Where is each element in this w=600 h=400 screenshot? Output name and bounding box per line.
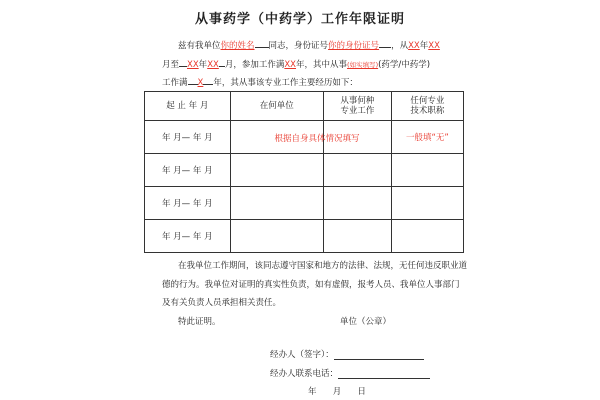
work-mid: 月，参加工作满 bbox=[224, 60, 285, 70]
row-unit[interactable] bbox=[230, 121, 360, 154]
from-year-field[interactable]: XX bbox=[408, 41, 420, 51]
year-char-2: 年 bbox=[198, 60, 208, 70]
handler-signature-line[interactable] bbox=[334, 359, 424, 360]
seal-label: 单位（公章） bbox=[340, 317, 392, 327]
phone-row bbox=[270, 367, 430, 379]
phone-line[interactable] bbox=[338, 378, 430, 379]
row-title[interactable] bbox=[391, 121, 463, 154]
header-title-text: 任何专业 技术职称 bbox=[410, 96, 445, 116]
row-unit[interactable] bbox=[230, 220, 323, 253]
handler-label: 经办人（签字）： bbox=[270, 350, 334, 360]
id-field[interactable]: 你的身份证号 bbox=[328, 41, 380, 51]
row-work[interactable] bbox=[323, 187, 391, 220]
table-row bbox=[145, 154, 464, 187]
phone-label: 经办人联系电话： bbox=[270, 369, 339, 379]
table-header-row bbox=[145, 92, 464, 121]
row-dates[interactable]: 年 月— 年 月 bbox=[145, 187, 231, 220]
field-fill[interactable]: (如实填写) bbox=[347, 61, 379, 69]
statement-line-2: 德的行为。我单位对证明的真实性负责，如有虚假，报考人员、我单位人事部门 bbox=[162, 280, 460, 290]
intro-mid: 同志，身份证号 bbox=[268, 41, 329, 51]
row-dates[interactable]: 年 月— 年 月 bbox=[145, 220, 231, 253]
row-dates[interactable]: 年 月— 年 月 bbox=[145, 121, 231, 154]
experience-table bbox=[144, 91, 464, 253]
field-note: (药学/中药学) bbox=[378, 60, 431, 70]
row-dates[interactable]: 年 月— 年 月 bbox=[145, 154, 231, 187]
row-unit[interactable] bbox=[230, 154, 323, 187]
work-tail: 年，其中从事 bbox=[296, 60, 348, 70]
month-prefix: 月至 bbox=[162, 60, 180, 70]
year-char: 年 bbox=[419, 41, 429, 51]
name-field[interactable]: 你的姓名 bbox=[220, 41, 255, 51]
intro-prefix: 兹有我单位 bbox=[178, 41, 221, 51]
table-row bbox=[145, 187, 464, 220]
intro-line-2 bbox=[162, 58, 430, 70]
header-work-text: 从事何种 专业工作 bbox=[340, 96, 375, 116]
row-title[interactable] bbox=[391, 187, 463, 220]
certify-text: 特此证明。 bbox=[178, 317, 221, 327]
header-dates: 起 止 年 月 bbox=[145, 92, 231, 121]
line3-prefix: 工作满 bbox=[162, 78, 188, 88]
table-row bbox=[145, 220, 464, 253]
title-hint: 一般填“无” bbox=[406, 133, 449, 143]
document-title: 从事药学（中药学）工作年限证明 bbox=[194, 12, 405, 27]
from-month-field[interactable]: XX bbox=[428, 41, 440, 51]
header-title bbox=[391, 92, 463, 121]
row-work[interactable] bbox=[323, 220, 391, 253]
to-year-field[interactable]: XX bbox=[187, 60, 199, 70]
row-title[interactable] bbox=[391, 220, 463, 253]
unit-hint: 根据自身具体情况填写 bbox=[274, 134, 360, 144]
row-unit[interactable] bbox=[230, 187, 323, 220]
intro-sep: ，从 bbox=[391, 41, 409, 51]
line3-tail: 年，其从事该专业工作主要经历如下： bbox=[213, 78, 358, 88]
header-unit: 在何单位 bbox=[230, 92, 323, 121]
statement-line-1: 在我单位工作期间，该同志遵守国家和地方的法律、法规，无任何违反职业道 bbox=[178, 261, 468, 271]
intro-line-1 bbox=[178, 39, 440, 51]
date-line: 年 月 日 bbox=[308, 387, 366, 397]
to-month-field[interactable]: XX bbox=[207, 60, 219, 70]
field-years-field[interactable]: X bbox=[197, 78, 204, 88]
handler-row bbox=[270, 348, 424, 360]
header-work bbox=[323, 92, 391, 121]
intro-line-3 bbox=[162, 76, 358, 88]
row-title[interactable] bbox=[391, 154, 463, 187]
table-row bbox=[145, 121, 464, 154]
row-work[interactable] bbox=[323, 154, 391, 187]
work-years-field[interactable]: XX bbox=[284, 60, 297, 70]
statement-line-3: 及有关负责人员承担相关责任。 bbox=[162, 298, 282, 308]
